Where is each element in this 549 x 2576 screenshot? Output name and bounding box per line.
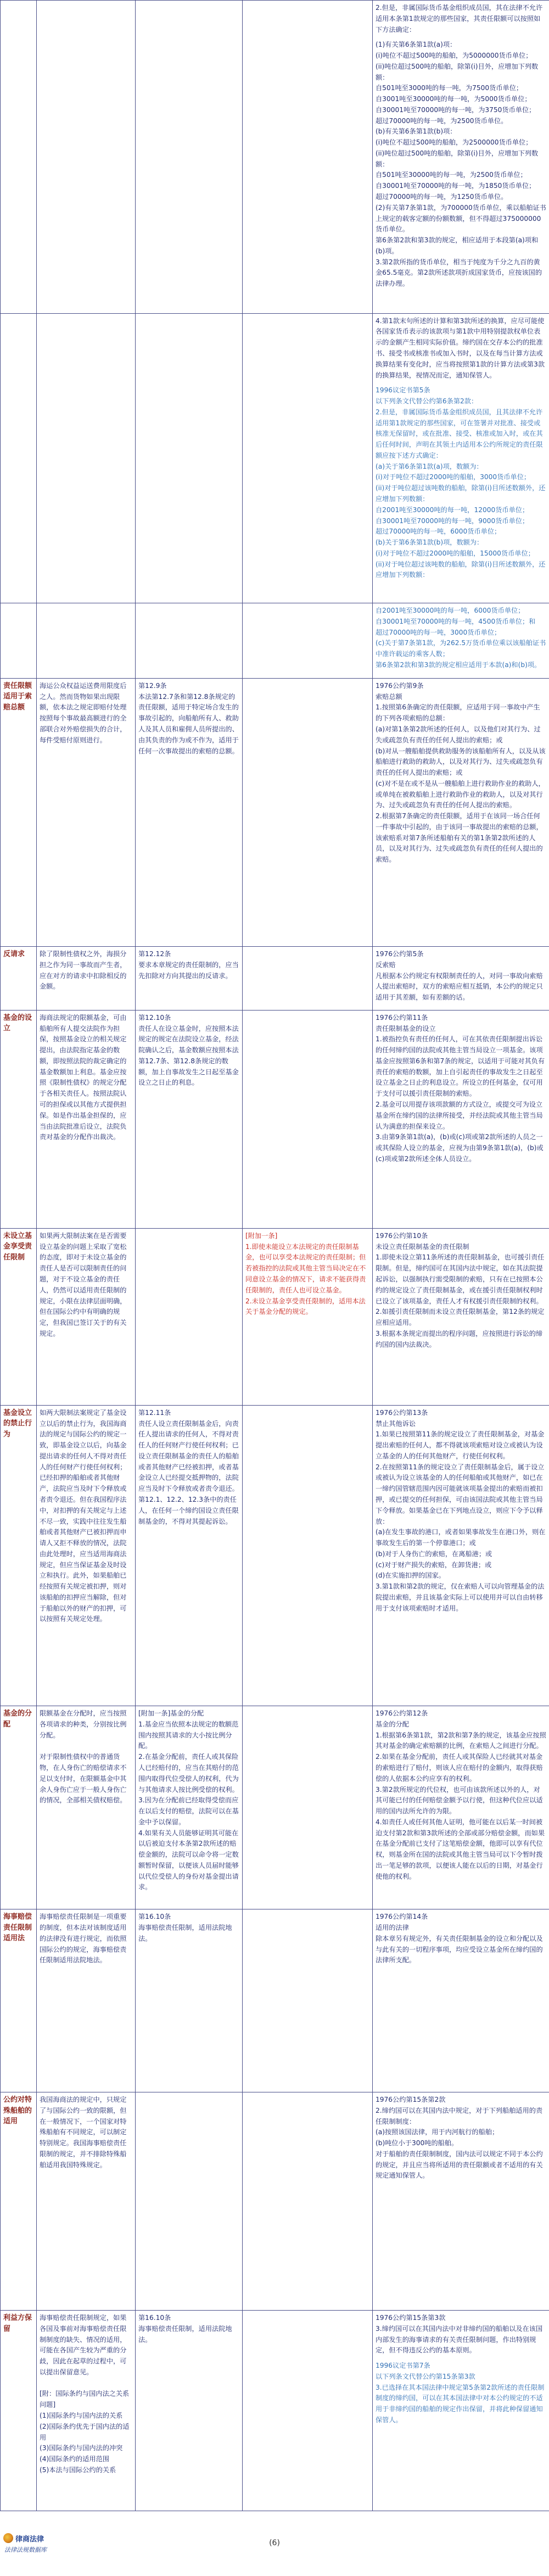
convention-text: 1976公约第11条 责任限制基金的设立 1.被指控负有责任的任何人，可在其依责任限制提出诉讼的任何缔约国的法院或其他主管当局设立一项基金。该项基金应按照第6条和第7条的规定，以适用于可能对其负有责任的索赔的数额，加上自引起责任的事故发生之日起至设立基金之日止的利息设立。所设立的任何基金，仅可用于支付可以援引责任限制的索赔。 2.基金可以用提存该项款额的方式设立，或提交可为设立基金所在缔约国的法律所接受，并经法院或其他主管当局认为满意的担保来设立。 3.由第9条第1款(a)，(b)或(c)项或第2款所述的人员之一或其保险人设立的基金，应视为由第9条第1款(a)，(b)或(c)项或第2款所述全体人员设立。	[376, 1013, 545, 1163]
topic-label: 基金的设立	[3, 1013, 32, 1033]
convention-text: 1996议定书第7条 以下列条文代替公约第15条第3款 3.已选择在其本国法律中规定第5条第2款所述的责任限制制度的缔约国，可以在其本国法律中对本公约规定的不适用于非缔约国的船舶的规定作出保留，并将此种保留通知保管人。	[376, 2362, 545, 2424]
convention-cell	[373, 1, 549, 314]
topic-cell	[1, 1, 37, 314]
convention-text: (1)有关第6条第1款(a)项： (i)吨位不超过500吨的船舶，为5000000货币单位； (ii)吨位超过500吨的船舶，除第(i)目外，应增加下列数额： 自501吨至3000吨的每一吨，为7500货币单位； 自3001吨至30000吨的每一吨，为5000货币单位； 自30001吨至70000吨的每一吨，为3750货币单位； 超过70000吨的每一吨，为2500货币单位。 (b)有关第6条第1款(b)项： (i)吨位不超过500吨的船舶，为2500000货币单位； (ii)吨位超过500吨的船舶，除第(i)目外，应增加下列数额： 自501吨至30000吨的每一吨，为2500货币单位； 自30001吨至70000吨的每一吨，为1850货币单位； 超过70000吨的每一吨，为1250货币单位。 (2)有关第7条第1款，为700000货币单位，乘以船舶证书上规定的载客定额的份额数额，但不得超过375000000货币单位。 第6条第2款和第3款的规定，相应适用于本段第(a)项和(b)项。 3.第2款所指的货币单位，相当于纯度为千分之九百的黄金65.5毫克。第2款所述款项折成国家货币，应按该国的法律办理。	[376, 41, 546, 288]
proposed-article-cell	[243, 1706, 373, 1909]
convention-text: 1976公约第15条第2款 2.缔约国可以在其国内法中规定，对于下列船舶适用的责任限制制度： (a)按照该国法律，用于内河航行的船舶； (b)吨位小于300吨的船舶。 对于船舶的责任限制制度，国内法可以规定不同于本公约的规定，并且应当将所适用的责任限额或者不适用的有关规定通知保管人。	[376, 2096, 543, 2180]
table-row	[1, 1228, 549, 1405]
commentary-text: 海运公众权益运送费用限度后之人。然而货物如果出现限额，依本法之规定即赔付处理按照每个事故最高额进行的全部联合对外赔偿损失的合计，每件受赔付原则进行。	[40, 681, 127, 744]
convention-cell	[373, 603, 549, 679]
convention-text: 2.但是，非属国际货币基金组织成员国，其在法律不允许适用本条第1款规定的那些国家，其责任限额可以按照如下方法确定：	[376, 4, 543, 34]
draft-article-text: [附加一条]基金的分配 1.基金应当依照本法规定的数额范围内按照其请求的大小按比例分配。 2.在基金分配前，责任人或其保险人已经赔付的，应当在其赔付的范围内取得代位受偿人的权利，代为与其他请求人按比例受偿的权利。 3.因为在分配前已经取得受偿而应在以后支付的赔偿，法院可以在基金中予以保留。 4.如果有关人员能够证明其可能在以后被迫支付本条第2款所述的赔偿金额的，法院可以命令将一定数额暂时保留，以便该人员届时能够以代位受偿人的身份对基金提出请求。	[138, 1709, 239, 1891]
draft-article-text: 第16.10条 海事赔偿责任限制，适用法院地法。	[138, 2314, 232, 2344]
proposed-article-cell	[243, 1909, 373, 2092]
topic-cell	[1, 2092, 37, 2311]
proposed-article-cell	[243, 603, 373, 679]
commentary-cell	[37, 1706, 136, 1909]
draft-article-text: 第12.11条 责任人设立责任限制基金后，向责任人提出请求的任何人，不得对责任人的任何财产行使任何权利；已设立责任限制基金的责任人的船舶或者其他财产已经被扣押，或者基金设立人已经提交抵押物的，法院应当及时下令释放或者责令退还。 第12.1、12.2、12.3条中的责任人，在任何一个缔约国设立责任限制基金的，不得对其提起诉讼。	[138, 1408, 239, 1525]
table-row	[1, 947, 549, 1011]
commentary-cell	[37, 603, 136, 679]
commentary-text: 我国海商法的规定中，只规定了与国际公约一致的限额，但在一般情况下，一个国家对特殊船舶有不同规定，可以制定特别规定。我国海事赔偿责任限制的规定，并不排除特殊船舶适用我国特殊规定。	[40, 2096, 127, 2169]
table-row	[1, 2311, 549, 2511]
logo-name: 律商法律	[15, 2535, 44, 2544]
convention-text: 自2001吨至30000吨的每一吨，6000货币单位； 自30001吨至70000吨的每一吨，4500货币单位；和 超过70000吨的每一吨，3000货币单位； (c)关于第7条第1款，为262.5万货币单位乘以该船舶证书中准许载运的乘客人数； 第6条第2款和第3款的规定相应适用于本款(a)和(b)项。	[376, 607, 546, 669]
draft-article-cell	[136, 2092, 243, 2311]
proposed-article-cell	[243, 2311, 373, 2511]
convention-text: 1976公约第10条 未设立责任限制基金的责任限制 1.即使未设立第11条所述的责任限制基金，也可援引责任限制。但是，缔约国可在其国内法中规定，如在其法院提起诉讼，以强制执行需受限制的索赔，只有在已按照本公约的规定设立了责任限制基金，或在援引责任限制权利时已设立了该项基金，责任人才有权援引责任限制的权利。 2.如援引责任限制而未设立责任限制基金，第12条的规定应相应适用。 3.根据本条规定而提出的程序问题，应按照进行诉讼的缔约国的国内法裁决。	[376, 1231, 545, 1348]
convention-cell	[373, 2092, 549, 2311]
topic-label: 基金的分配	[3, 1709, 32, 1729]
commentary-text: 海商法规定的限额基金，可由船舶所有人提交法院作为担保，按照基金设立的相关规定提出，由法院指定基金的数额，即按照法院的裁定确定的基金数额加上利息。基金应按照《限制性债权》的规定分配于各相关责任人。按照法院认可的担保或以其他方式提供担保。如是作出基金担保的，应当由法院批准后设立，法院负责对基金的分配作出裁决。	[40, 1013, 127, 1141]
draft-article-cell	[136, 1228, 243, 1405]
topic-cell	[1, 2311, 37, 2511]
table-row	[1, 1909, 549, 2092]
topic-cell	[1, 1228, 37, 1405]
logo-subtitle: 法律法规数据库	[4, 2546, 47, 2553]
topic-cell	[1, 1405, 37, 1706]
commentary-cell	[37, 678, 136, 946]
convention-cell	[373, 313, 549, 603]
topic-label: 利益方保留	[3, 2314, 32, 2333]
commentary-cell	[37, 1405, 136, 1706]
commentary-cell	[37, 1010, 136, 1228]
topic-cell	[1, 678, 37, 946]
convention-text: 1996议定书第5条 以下列条文代替公约第6条第2款： 2.但是，非属国际货币基金组织成员国，且其法律不允许适用第1款规定的那些国家，可在签署并对批准、接受或核准无保留时，或在批准、接受、核准或加入时，或在其后任何时间，声明在其领土内适用本公约所规定的责任限额应按下述方式确定： (a)关于第6条第1款(a)项，数额为： (i)对于吨位不超过2000吨的船舶，3000货币单位； (ii)对于吨位超过该吨数的船舶，除第(i)目所述数额外，还应增加下列数额： 自2001吨至30000吨的每一吨，12000货币单位； 自30001吨至70000吨的每一吨，9000货币单位； 超过70000吨的每一吨，6000货币单位； (b)关于第6条第1款(b)项，数额为： (i)对于吨位不超过2000吨的船舶，15000货币单位； (ii)对于吨位超过该吨数的船舶，除第(i)目所述数额外，还应增加下列数额：	[376, 386, 546, 579]
convention-cell	[373, 947, 549, 1011]
convention-text: 1976公约第12条 基金的分配 1.根据第6条第1款，第2款和第7条的规定，该基金应按照其对基金的确定索赔额的比例，在索赔人之间进行分配。 2.如果在基金分配前，责任人或其保险人已经就其对基金的索赔进行了赔付，则该人应在赔付的金额内，取得获赔偿的人依据本公约应享有的权利。 3.第2款所规定的代位权，也可由该款所述以外的人，对其可能已付的任何赔偿金额予以行使，但这种代位应以适用的国内法所允许的为限。 4.如责任人或任何其他人证明，他可能在以后某一时间被迫支付第2款和第3款所述的全部或部分赔偿金额，而如果在基金分配前已支付了这笔赔偿金额，他即可以享有代位权，则基金所在国的法院或其他主管当局可以下令暂时拨出一笔足够的款项，以便该人能在以后的日期，对基金行使他的权利。	[376, 1709, 546, 1880]
convention-text: 4.第1款末句所述的计算和第3款所述的换算，应尽可能使各国家货币表示的该款项与第1款中用特别提款权单位表示的金额产生相同实际价值。缔约国在交存本公约的批准书、接受书或核准书或加入书时，以及在每当计算方法或换算结果有变化时，应当将按照第1款的计算方法或第3款的换算结果，视情况而定，通知保管人。	[376, 317, 545, 379]
proposed-article-cell	[243, 1010, 373, 1228]
commentary-text: 如果两大限制法案在是否需要设立基金的问题上采取了宽松的态度，即对于未设立基金的责任人是否可以限制责任的问题，对于不设立基金的责任人，仍然可以适用责任限制的规定，小限在法律层面明确，但在国际公约中有明确的规定，但我国已签订关于的有关规定。	[40, 1231, 127, 1337]
proposed-article-cell	[243, 313, 373, 603]
proposed-article-cell	[243, 2092, 373, 2311]
draft-article-cell	[136, 1, 243, 314]
draft-article-text: 第16.10条 海事赔偿责任限制，适用法院地法。	[138, 1913, 232, 1942]
commentary-cell	[37, 1, 136, 314]
convention-text: 1976公约第13条 禁止其他诉讼 1.如果已按照第11条的规定设立了责任限制基金，对基金提出索赔的任何人，都不得就该项索赔对设立或被认为设立基金的人的任何其他财产，行使任何权利。 2.在按照第11条的规定设立了责任限制基金后，属于设立或被认为设立该基金的人的任何船舶或其他财产，如已在一缔约国管辖范围内因可能就该项基金提出的索赔而被扣押，或已提交的任何担保，可由该国法院或其他主管当局下令释放。如果基金已在下列地点设立，则应下令予以释放： (a)在发生事故的港口，或者如果事故发生在港口外，则在事故发生后的第一个停靠港口；或 (b)对于人身伤亡的索赔，在离船港；或 (c)对于财产损失的索赔，在卸货港；或 (d)在实施扣押的国家。 3.第1款和第2款的规定，仅在索赔人可以向管理基金的法院提出索赔，并且该基金实际上可以使用并可以自由转移用于支付该项索赔时才适用。	[376, 1408, 546, 1612]
topic-label: 公约对特殊船舶的适用	[3, 2096, 32, 2126]
draft-article-cell	[136, 2311, 243, 2511]
table-row	[1, 1706, 549, 1909]
draft-article-text: 第12.12条 要求本章规定的责任限制的，应当先扣除对方向其提出的反请求。	[138, 950, 239, 980]
convention-text: 1976公约第5条 反索赔 凡根据本公约规定有权限制责任的人，对同一事故向索赔人提出索赔时，双方的索赔应相互抵销，本公约的规定只适用于其差额，如有差额的话。	[376, 950, 543, 1002]
topic-cell	[1, 1706, 37, 1909]
commentary-text: 海事赔偿责任限制规定，如果各国及事前对海事赔偿责任限制制度的缺失、情况的适用，可能在各国产生较为严重的分歧，因此在起草的过程中，可以提出保留意见。 [附：国际条约与国内法之关系问题] (1)国际条约与国内法的关系 (2)国际条约优先于国内法的适用 (3)国际条约与国内法的冲突 (4)国际条约的适用范围 (5)本法与国际公约的关系	[40, 2314, 130, 2474]
commentary-cell	[37, 313, 136, 603]
publisher-logo	[3, 2532, 75, 2565]
commentary-text: 限额基金在分配时，应当按照各项请求的种类，分别按比例分配。 对于限制性债权中的普通货物，在人身伤亡的赔偿请求不足以支付时，在限额基金中其余人身伤亡应于一般人身伤亡的情况，全部相关债权赔偿。	[40, 1709, 127, 1805]
draft-article-cell	[136, 678, 243, 946]
proposed-article-cell	[243, 1, 373, 314]
topic-cell	[1, 603, 37, 679]
topic-label: 责任限额适用于索赔总额	[3, 681, 32, 712]
table-row	[1, 603, 549, 679]
table-row	[1, 1, 549, 314]
proposed-article-cell	[243, 678, 373, 946]
table-row	[1, 2092, 549, 2311]
convention-text: 1976公约第14条 适用的法律 除本章另有规定外，有关责任限制基金的设立和分配以及与此有关的一切程序事项，均应受设立基金所在缔约国的法律所支配。	[376, 1913, 543, 1964]
draft-article-cell	[136, 1405, 243, 1706]
topic-label: 反请求	[3, 950, 25, 959]
commentary-cell	[37, 2311, 136, 2511]
table-row	[1, 313, 549, 603]
topic-cell	[1, 947, 37, 1011]
draft-article-cell	[136, 947, 243, 1011]
table-row	[1, 678, 549, 946]
convention-cell	[373, 1706, 549, 1909]
draft-article-cell	[136, 1010, 243, 1228]
proposed-article-text: [附加一条] 1.即使未能设立本法规定的责任限制基金，也可以享受本法规定的责任限制；但若被指控的法院或其他主管当局决定在不同意设立基金的情况下，请求不能获得责任限制的，责任人也可设立基金。 2.未设立基金享受责任限制的，适用本法关于基金分配的规定。	[245, 1231, 366, 1316]
convention-cell	[373, 678, 549, 946]
convention-cell	[373, 1405, 549, 1706]
convention-text: 1976公约第9条 索赔总额 1.按照第6条确定的责任限额，应适用于同一事故中产生的下列各项索赔的总额： (a)对第1条第2款所述的任何人，以及他们对其行为、过失或疏忽负有责任的任何人提出的索赔；或 (b)对从一艘船舶提供救助服务的该船舶所有人，以及从该船舶进行救助的救助人，以及对其行为、过失或疏忽负有责任的任何人提出的索赔；或 (c)对不是在或不是从一艘船舶上进行救助作业的救助人，或单纯在被救船舶上进行救助作业的救助人，以及对其行为、过失或疏忽负有责任的任何人提出的索赔。 2.根据第7条确定的责任限额，适用于在该同一场合任何一件事故中引起的，由于该同一事故提出的索赔的总额，该索赔系对第7条所述船舶有关的第1条第2款所述的人员，以及对其行为、过失或疏忽负有责任的任何人提出的索赔。	[376, 681, 546, 864]
topic-cell	[1, 313, 37, 603]
topic-cell	[1, 1909, 37, 2092]
commentary-text: 如两大限制法案规定了基金设立以后的禁止行为，我国海商法的规定与国际公约的规定一致，即基金设立以后，向基金提出请求的任何人不得对责任人的任何财产行使任何权利；已经扣押的船舶或者其他财产，法院应当及时下令释放或者责令退还。但在我国程序法中，对扣押的有关规定与上述不尽一致，实践中往往发生船舶或者其他财产已被扣押而申请人又拒不释放的情况，法院由此处理时，应当适用海商法规定，但应当保证基金及时设立和执行。此外，如果船舶已经按照有关规定被扣押，则对该船舶的扣押应当解除，但对于船舶以外的财产的扣押，可以按照有关规定处理。	[40, 1408, 127, 1623]
commentary-cell	[37, 1228, 136, 1405]
topic-label: 海事赔偿责任限制适用法	[3, 1913, 32, 1943]
table-row	[1, 1405, 549, 1706]
commentary-cell	[37, 1909, 136, 2092]
proposed-article-cell	[243, 1228, 373, 1405]
commentary-text: 除了限制性债权之外，海损分担之作为同一事故而产生者，应在对方的请求中扣除相反的金额。	[40, 950, 127, 991]
proposed-article-cell	[243, 1405, 373, 1706]
table-row	[1, 1010, 549, 1228]
topic-label: 未设立基金享受责任限制	[3, 1231, 32, 1262]
commentary-cell	[37, 947, 136, 1011]
convention-cell	[373, 2311, 549, 2511]
draft-article-cell	[136, 313, 243, 603]
proposed-article-cell	[243, 947, 373, 1011]
draft-article-cell	[136, 1706, 243, 1909]
commentary-text: 海事赔偿责任限制是一项重要的制度，但本法对该制度适用的法律没有进行规定，而依照国际公约的规定，海事赔偿责任限制适用法院地法。	[40, 1913, 127, 1964]
table-body	[1, 1, 549, 2511]
draft-article-cell	[136, 1909, 243, 2092]
topic-label: 基金设立的禁止行为	[3, 1408, 32, 1439]
page-number: (6)	[269, 2539, 280, 2547]
draft-article-text: 第12.10条 责任人在设立基金时，应按照本法规定的规定在法院设立基金，经法院确认之后，基金数额应按照本法第12.7条、第12.8条规定的数额，加上自事故发生之日起至基金设立之日止的利息。	[138, 1013, 239, 1087]
draft-article-text: 第12.9条 本法第12.7条和第12.8条规定的责任限额，适用于特定场合发生的事故引起的，向船舶所有人、救助人及其人员和雇佣人员所提出的、由其负责的作为或不作为，适用于任何一次事故提出的索赔的总额。	[138, 681, 239, 755]
draft-article-cell	[136, 603, 243, 679]
topic-cell	[1, 1010, 37, 1228]
commentary-cell	[37, 2092, 136, 2311]
convention-cell	[373, 1010, 549, 1228]
convention-text: 1976公约第15条第3款 3.缔约国可以在其国内法中对非缔约国的船舶以及在该国内部发生的海事请求的有关责任限制问题，作出特别规定，但不得违反公约的基本原则。	[376, 2314, 543, 2355]
convention-cell	[373, 1909, 549, 2092]
convention-cell	[373, 1228, 549, 1405]
